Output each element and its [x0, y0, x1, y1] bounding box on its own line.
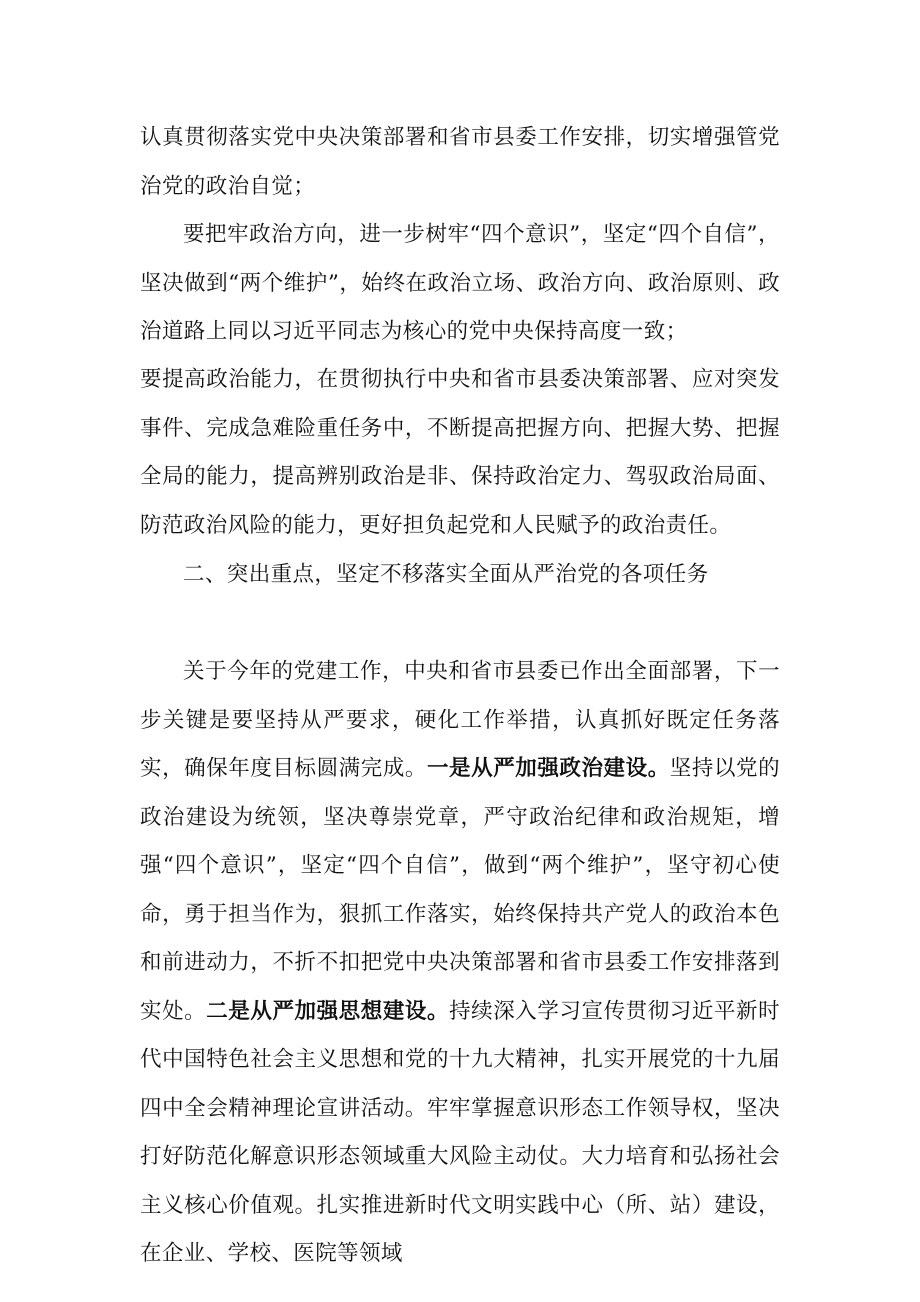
- paragraph-3: 要提高政治能力，在贯彻执行中央和省市县委决策部署、应对突发事件、完成急难险重任务中，不断提高把握方向、把握大势、把握全局的能力，提高辨别政治是非、保持政治定力、驾驭政治局面、防范政治风险的能力，更好担负起党和人民赋予的政治责任。: [140, 367, 780, 538]
- paragraph-5-text-2: 坚持以党的政治建设为统领，坚决尊崇党章，严守政治纪律和政治规矩，增强“四个意识”，坚定“四个自信”，做到“两个维护”，坚守初心使命，勇于担当作为，狠抓工作落实，始终保持共产党人的政治本色和前进动力，不折不扣把党中央决策部署和省市县委工作安排落到实处。: [140, 756, 780, 1024]
- paragraph-1: 认真贯彻落实党中央决策部署和省市县委工作安排，切实增强管党治党的政治自觉；: [140, 125, 780, 199]
- paragraph-2: 要把牢政治方向，进一步树牢“四个意识”，坚定“四个自信”，坚决做到“两个维护”，始终在政治立场、政治方向、政治原则、政治道路上同以习近平同志为核心的党中央保持高度一致；: [140, 222, 780, 344]
- paragraph-5: [140, 648, 780, 1279]
- bold-point-1: 一是从严加强政治建设。: [426, 756, 670, 781]
- bold-point-2: 二是从严加强思想建设。: [206, 998, 450, 1024]
- paragraph-5-text-3: 持续深入学习宣传贯彻习近平新时代中国特色社会主义思想和党的十九大精神，扎实开展党的十九届四中全会精神理论宣讲活动。牢牢掌握意识形态工作领导权，坚决打好防范化解意识形态领域重大风险主动仗。大力培育和弘扬社会主义核心价值观。扎实推进新时代文明实践中心（所、站）建设，在企业、学校、医院等领域: [140, 998, 781, 1266]
- paragraph-5-text-1: 关于今年的党建工作，中央和省市县委已作出全面部署，下一步关键是要坚持从严要求，硬化工作举措，认真抓好既定任务落实，确保年度目标圆满完成。: [140, 659, 780, 781]
- section-heading-2: 二、突出重点，坚定不移落实全面从严治党的各项任务: [183, 562, 709, 587]
